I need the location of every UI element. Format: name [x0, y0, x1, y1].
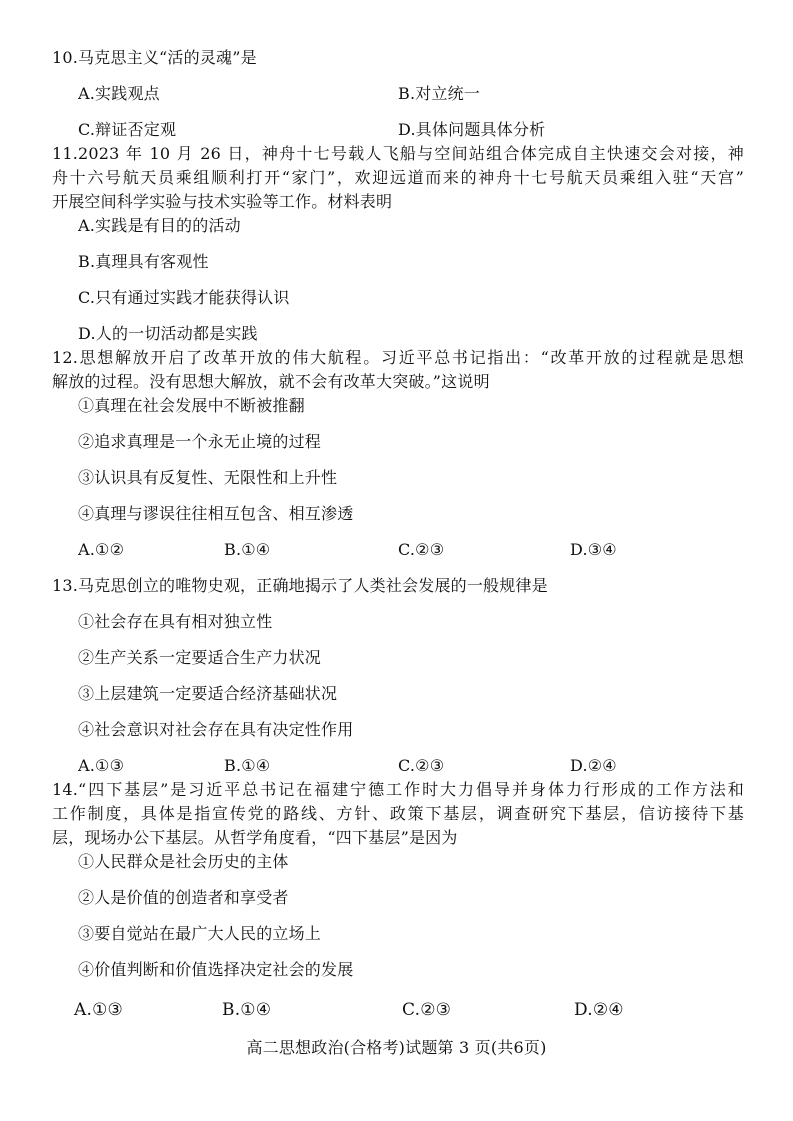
q12-statement-3: ③认识具有反复性、无限性和上升性: [78, 468, 338, 487]
q12-statement-4: ④真理与谬误往往相互包含、相互渗透: [78, 504, 354, 523]
q14-stem-line-3: 层，现场办公下基层。从哲学角度看，“四下基层”是因为: [52, 828, 458, 847]
q11-stem-line-2: 舟十六号航天员乘组顺利打开“家门”，欢迎远道而来的神舟十七号航天员乘组入驻“天宫”: [52, 168, 744, 187]
q13-statement-3: ③上层建筑一定要适合经济基础状况: [78, 684, 338, 703]
q10-option-c: C.辩证否定观: [78, 120, 177, 139]
q11-option-a: A.实践是有目的的活动: [78, 216, 241, 235]
q11-stem-line-3: 开展空间科学实验与技术实验等工作。材料表明: [52, 192, 393, 211]
q13-option-c: C.②③: [398, 756, 445, 775]
q10-option-b: B.对立统一: [398, 84, 481, 103]
q10-option-d: D.具体问题具体分析: [398, 120, 546, 139]
q12-stem-line-1: 12.思想解放开启了改革开放的伟大航程。习近平总书记指出：“改革开放的过程就是思想: [52, 348, 744, 367]
q14-option-a: A.①③: [74, 1000, 123, 1020]
q14-statement-1: ①人民群众是社会历史的主体: [78, 852, 289, 871]
q11-option-c: C.只有通过实践才能获得认识: [78, 288, 290, 307]
q13-option-b: B.①④: [224, 756, 271, 775]
q10-option-a: A.实践观点: [78, 84, 160, 103]
q12-stem-line-2: 解放的过程。没有思想大解放，就不会有改革大突破。”这说明: [52, 372, 490, 391]
q12-option-a: A.①②: [78, 540, 125, 559]
q13-statement-2: ②生产关系一定要适合生产力状况: [78, 648, 322, 667]
q12-option-d: D.③④: [570, 540, 617, 559]
q12-option-c: C.②③: [398, 540, 445, 559]
q10-stem: 10.马克思主义“活的灵魂”是: [52, 48, 257, 67]
q13-statement-4: ④社会意识对社会存在具有决定性作用: [78, 720, 354, 739]
q13-statement-1: ①社会存在具有相对独立性: [78, 612, 273, 631]
q14-option-c: C.②③: [402, 1000, 452, 1020]
q14-statement-4: ④价值判断和价值选择决定社会的发展: [78, 960, 354, 979]
q14-statement-2: ②人是价值的创造者和享受者: [78, 888, 289, 907]
q12-statement-2: ②追求真理是一个永无止境的过程: [78, 432, 322, 451]
q13-stem: 13.马克思创立的唯物史观，正确地揭示了人类社会发展的一般规律是: [52, 576, 548, 595]
q14-option-d: D.②④: [574, 1000, 624, 1020]
q14-stem-line-2: 工作制度，具体是指宣传党的路线、方针、政策下基层，调查研究下基层，信访接待下基: [52, 804, 744, 823]
q11-stem-line-1: 11.2023 年 10 月 26 日，神舟十七号载人飞船与空间站组合体完成自主快速交会对接，神: [52, 144, 744, 163]
q14-stem-line-1: 14.“四下基层”是习近平总书记在福建宁德工作时大力倡导并身体力行形成的工作方法和: [52, 780, 744, 799]
q12-option-b: B.①④: [224, 540, 271, 559]
page-footer: 高二思想政治(合格考)试题第 3 页(共6页): [246, 1038, 547, 1057]
q11-option-d: D.人的一切活动都是实践: [78, 324, 258, 343]
q14-option-b: B.①④: [222, 1000, 272, 1020]
q14-statement-3: ③要自觉站在最广大人民的立场上: [78, 924, 322, 943]
q11-option-b: B.真理具有客观性: [78, 252, 209, 271]
q13-option-a: A.①③: [78, 756, 125, 775]
q12-statement-1: ①真理在社会发展中不断被推翻: [78, 396, 305, 415]
q13-option-d: D.②④: [570, 756, 617, 775]
